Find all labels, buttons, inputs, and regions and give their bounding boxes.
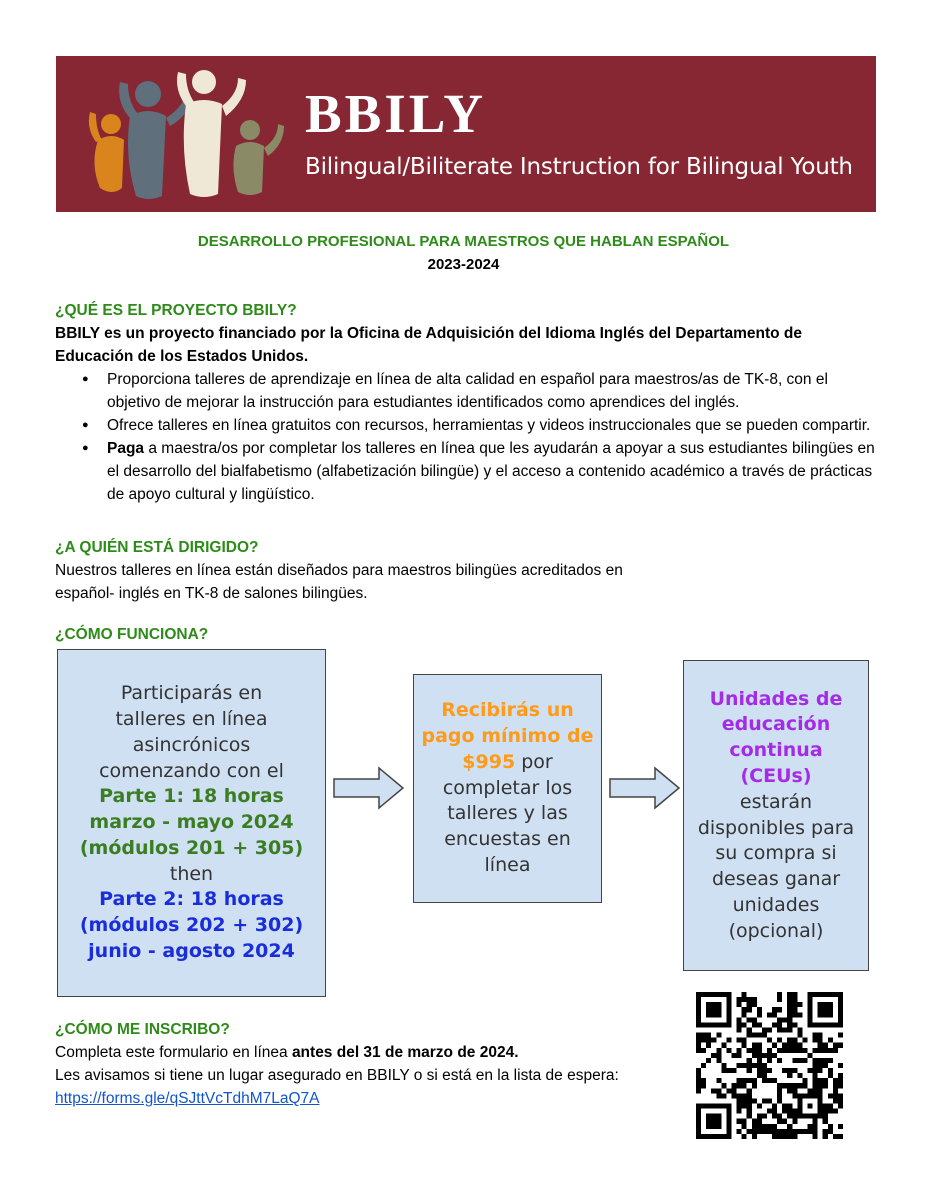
section-heading-enroll: ¿CÓMO ME INSCRIBO? — [55, 1021, 230, 1038]
step-box-ceus: Unidades de educación continua (CEUs) estarán disponibles para su compra si deseas ganar unidades (opcional) — [683, 660, 869, 971]
page-title: DESARROLLO PROFESIONAL PARA MAESTROS QUE HABLAN ESPAÑOL — [197, 233, 730, 250]
enroll-deadline: Completa este formulario en línea antes del 31 de marzo de 2024. — [55, 1044, 519, 1061]
step-box-workshops: Participarás en talleres en línea asincrónicos comenzando con el Parte 1: 18 horas marzo - mayo 2024 (módulos 201 + 305) then Parte 2: 18 horas (módulos 202 + 302) junio - agosto 2024 — [57, 649, 326, 997]
who-line: Nuestros talleres en línea están diseñados para maestros bilingües acreditados en — [55, 562, 623, 579]
list-item: ● Proporciona talleres de aprendizaje en línea de alta calidad en español para maestros/as de TK-8, con el objetivo de mejorar la instrucción para estudiantes identificados como aprendices del inglés. — [55, 368, 885, 414]
signup-form-link[interactable]: https://forms.gle/qSJttVcTdhM7LaQ7A — [55, 1090, 320, 1107]
brand-tagline: Bilingual/Biliterate Instruction for Bilingual Youth — [305, 154, 853, 180]
arrow-right-icon — [333, 766, 405, 810]
step-box-payment: Recibirás un pago mínimo de $995 por completar los talleres y las encuestas en línea — [413, 674, 602, 903]
enroll-info: Les avisamos si tiene un lugar asegurado en BBILY o si está en la lista de espera: — [55, 1067, 619, 1084]
brand-name: BBILY — [305, 83, 487, 144]
who-line: español- inglés en TK-8 de salones bilingües. — [55, 585, 368, 602]
arrow-right-icon — [609, 766, 681, 810]
list-item: ● Ofrece talleres en línea gratuitos con recursos, herramientas y videos instruccionales que se pueden compartir. — [55, 414, 885, 437]
page-years: 2023-2024 — [427, 256, 500, 273]
section-heading-who: ¿A QUIÉN ESTÁ DIRIGIDO? — [55, 539, 259, 556]
feature-list — [55, 368, 885, 506]
intro-paragraph: BBILY es un proyecto financiado por la Oficina de Adquisición del Idioma Inglés del Departamento de Educación de los Estados Unidos. — [55, 325, 803, 365]
qr-code[interactable] — [695, 992, 844, 1139]
section-heading-how: ¿CÓMO FUNCIONA? — [55, 626, 209, 643]
bbily-figures-logo — [86, 68, 286, 203]
section-heading-what: ¿QUÉ ES EL PROYECTO BBILY? — [55, 302, 297, 319]
bbily-banner — [56, 56, 876, 212]
list-item: ● Paga a maestra/os por completar los talleres en línea que les ayudarán a apoyar a sus estudiantes bilingües en el desarrollo del bialfabetismo (alfabetización bilingüe) y el acceso a contenido académico a través de prácticas de apoyo cultural y lingüístico. — [55, 437, 885, 506]
